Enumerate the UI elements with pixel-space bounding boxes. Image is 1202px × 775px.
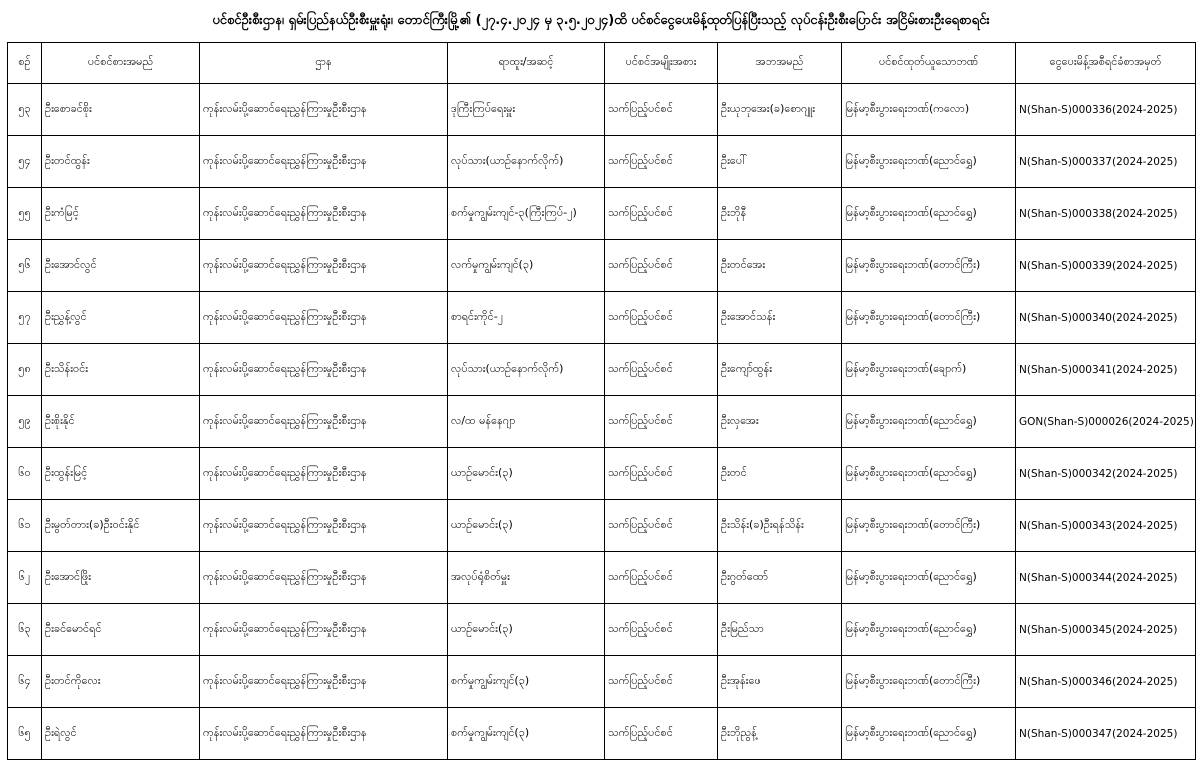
table-row (8, 136, 1196, 188)
cell-bank: မြန်မာ့စီးပွားရေးဘဏ်(တောင်ကြီး) (842, 656, 1016, 708)
cell-order-number: N(Shan-S)000347(2024-2025) (1016, 708, 1196, 760)
cell-pension-type: သက်ပြည့်ပင်စင် (605, 396, 718, 448)
cell-position: စက်မှုကျွမ်းကျင်-၃(ကြီးကြပ်-၂) (448, 188, 605, 240)
table-row (8, 656, 1196, 708)
cell-department: ကုန်းလမ်းပို့ဆောင်ရေးညွှန်ကြားမှုဦးစီးဌာန (200, 448, 448, 500)
cell-no: ၅၃ (8, 84, 42, 136)
cell-position: လုပ်သား(ယာဉ်နောက်လိုက်) (448, 344, 605, 396)
cell-pensioner-name: ဦးအောင်ဖြိုး (42, 552, 200, 604)
header-department: ဌာန (200, 43, 448, 84)
cell-department: ကုန်းလမ်းပို့ဆောင်ရေးညွှန်ကြားမှုဦးစီးဌာန (200, 708, 448, 760)
cell-bank: မြန်မာ့စီးပွားရေးဘဏ်(ညောင်ရွှေ) (842, 396, 1016, 448)
cell-father-name: ဦးဂွတ်ထော် (718, 552, 842, 604)
cell-position: လ/ထ မန်နေဂျာ (448, 396, 605, 448)
cell-pension-type: သက်ပြည့်ပင်စင် (605, 448, 718, 500)
cell-pension-type: သက်ပြည့်ပင်စင် (605, 240, 718, 292)
cell-order-number: N(Shan-S)000338(2024-2025) (1016, 188, 1196, 240)
cell-department: ကုန်းလမ်းပို့ဆောင်ရေးညွှန်ကြားမှုဦးစီးဌာန (200, 136, 448, 188)
table-row (8, 344, 1196, 396)
cell-bank: မြန်မာ့စီးပွားရေးဘဏ်(ညောင်ရွှေ) (842, 188, 1016, 240)
cell-pensioner-name: ဦးစိုးနိုင် (42, 396, 200, 448)
cell-department: ကုန်းလမ်းပို့ဆောင်ရေးညွှန်ကြားမှုဦးစီးဌာန (200, 188, 448, 240)
cell-order-number: N(Shan-S)000337(2024-2025) (1016, 136, 1196, 188)
cell-no: ၅၉ (8, 396, 42, 448)
cell-pension-type: သက်ပြည့်ပင်စင် (605, 136, 718, 188)
cell-order-number: N(Shan-S)000344(2024-2025) (1016, 552, 1196, 604)
cell-department: ကုန်းလမ်းပို့ဆောင်ရေးညွှန်ကြားမှုဦးစီးဌာန (200, 240, 448, 292)
header-father-name: အဘအမည် (718, 43, 842, 84)
cell-order-number: N(Shan-S)000341(2024-2025) (1016, 344, 1196, 396)
cell-department: ကုန်းလမ်းပို့ဆောင်ရေးညွှန်ကြားမှုဦးစီးဌာန (200, 292, 448, 344)
cell-father-name: ဦးလှအေး (718, 396, 842, 448)
cell-position: ယာဉ်မောင်း(၃) (448, 500, 605, 552)
table-row (8, 500, 1196, 552)
cell-department: ကုန်းလမ်းပို့ဆောင်ရေးညွှန်ကြားမှုဦးစီးဌာန (200, 500, 448, 552)
cell-order-number: GON(Shan-S)000026(2024-2025) (1016, 396, 1196, 448)
cell-no: ၆၅ (8, 708, 42, 760)
table-row (8, 708, 1196, 760)
cell-order-number: N(Shan-S)000342(2024-2025) (1016, 448, 1196, 500)
cell-position: လက်မှုကျွမ်းကျင်(၃) (448, 240, 605, 292)
pension-table (7, 42, 1196, 760)
cell-father-name: ဦးအုန်းဖေ (718, 656, 842, 708)
cell-position: စက်မှုကျွမ်းကျင်(၃) (448, 656, 605, 708)
header-bank: ပင်စင်ထုတ်ယူသောဘဏ် (842, 43, 1016, 84)
cell-pensioner-name: ဦးသိန်းဝင်း (42, 344, 200, 396)
cell-no: ၆၂ (8, 552, 42, 604)
cell-order-number: N(Shan-S)000336(2024-2025) (1016, 84, 1196, 136)
table-body (8, 84, 1196, 760)
cell-no: ၆၁ (8, 500, 42, 552)
cell-department: ကုန်းလမ်းပို့ဆောင်ရေးညွှန်ကြားမှုဦးစီးဌာန (200, 552, 448, 604)
cell-position: ဒုကြီးကြပ်ရေးမှူး (448, 84, 605, 136)
cell-order-number: N(Shan-S)000340(2024-2025) (1016, 292, 1196, 344)
cell-order-number: N(Shan-S)000345(2024-2025) (1016, 604, 1196, 656)
table-row (8, 188, 1196, 240)
cell-bank: မြန်မာ့စီးပွားရေးဘဏ်(ကလော) (842, 84, 1016, 136)
cell-position: ယာဉ်မောင်း(၃) (448, 604, 605, 656)
cell-pension-type: သက်ပြည့်ပင်စင် (605, 604, 718, 656)
cell-pension-type: သက်ပြည့်ပင်စင် (605, 188, 718, 240)
cell-bank: မြန်မာ့စီးပွားရေးဘဏ်(ညောင်ရွှေ) (842, 448, 1016, 500)
cell-father-name: ဦးပေါ် (718, 136, 842, 188)
cell-pension-type: သက်ပြည့်ပင်စင် (605, 84, 718, 136)
cell-bank: မြန်မာ့စီးပွားရေးဘဏ်(ညောင်ရွှေ) (842, 604, 1016, 656)
table-row (8, 240, 1196, 292)
cell-department: ကုန်းလမ်းပို့ဆောင်ရေးညွှန်ကြားမှုဦးစီးဌာန (200, 396, 448, 448)
cell-department: ကုန်းလမ်းပို့ဆောင်ရေးညွှန်ကြားမှုဦးစီးဌာန (200, 84, 448, 136)
cell-no: ၅၈ (8, 344, 42, 396)
cell-position: အလုပ်ရုံစိတ်မှူး (448, 552, 605, 604)
cell-bank: မြန်မာ့စီးပွားရေးဘဏ်(ညောင်ရွှေ) (842, 552, 1016, 604)
cell-pensioner-name: ဦးထွန်းမြင့် (42, 448, 200, 500)
table-row (8, 292, 1196, 344)
cell-order-number: N(Shan-S)000339(2024-2025) (1016, 240, 1196, 292)
header-pension-type: ပင်စင်အမျိုးအစား (605, 43, 718, 84)
cell-pensioner-name: ဦးကံမြင့် (42, 188, 200, 240)
cell-position: လုပ်သား(ယာဉ်နောက်လိုက်) (448, 136, 605, 188)
header-row (8, 43, 1196, 84)
cell-no: ၅၄ (8, 136, 42, 188)
header-pensioner-name: ပင်စင်စားအမည် (42, 43, 200, 84)
cell-pensioner-name: ဦးစောခင်စိုး (42, 84, 200, 136)
cell-pension-type: သက်ပြည့်ပင်စင် (605, 500, 718, 552)
cell-father-name: ဦးတင်အေး (718, 240, 842, 292)
cell-father-name: ဦးသိန်း(ခ)ဦးရန်သိန်း (718, 500, 842, 552)
header-order-number: ငွေပေးမိန့်အစီရင်ခံစာအမှတ် (1016, 43, 1196, 84)
table-row (8, 552, 1196, 604)
cell-no: ၆၀ (8, 448, 42, 500)
cell-pensioner-name: ဦးရဲလွင် (42, 708, 200, 760)
cell-pensioner-name: ဦးမွတ်တား(ခ)ဦးဝင်းနိုင် (42, 500, 200, 552)
cell-no: ၆၃ (8, 604, 42, 656)
cell-pension-type: သက်ပြည့်ပင်စင် (605, 552, 718, 604)
cell-pensioner-name: ဦးတင်ကိုလေး (42, 656, 200, 708)
cell-department: ကုန်းလမ်းပို့ဆောင်ရေးညွှန်ကြားမှုဦးစီးဌာန (200, 344, 448, 396)
cell-father-name: ဦးဘိုညွန့် (718, 708, 842, 760)
cell-bank: မြန်မာ့စီးပွားရေးဘဏ်(တောင်ကြီး) (842, 240, 1016, 292)
cell-no: ၅၅ (8, 188, 42, 240)
table-row (8, 84, 1196, 136)
cell-bank: မြန်မာ့စီးပွားရေးဘဏ်(ညောင်ရွှေ) (842, 136, 1016, 188)
cell-pensioner-name: ဦးတင်ထွန်း (42, 136, 200, 188)
cell-no: ၅၆ (8, 240, 42, 292)
cell-no: ၅၇ (8, 292, 42, 344)
table-header (8, 43, 1196, 84)
cell-bank: မြန်မာ့စီးပွားရေးဘဏ်(တောင်ကြီး) (842, 292, 1016, 344)
page-title: ပင်စင်ဦးစီးဌာန၊ ရှမ်းပြည်နယ်ဦးစီးမှူးရုံး၊ တောင်ကြီးမြို့၏ (၂၇.၄.၂၀၂၄ မှ ၃.၅.၂၀၂၄)ထိ ပင်စင်ငွေပေးမိန့်ထုတ်ပြန်ပြီးသည့် လုပ်ငန်းဦးစီးပြောင်း အငြိမ်းစားဦးရေစာရင်း (212, 13, 990, 28)
table-row (8, 604, 1196, 656)
cell-pensioner-name: ဦးအောင်လွင် (42, 240, 200, 292)
cell-pension-type: သက်ပြည့်ပင်စင် (605, 344, 718, 396)
cell-department: ကုန်းလမ်းပို့ဆောင်ရေးညွှန်ကြားမှုဦးစီးဌာန (200, 604, 448, 656)
cell-pensioner-name: ဦးညွှန့်လွင် (42, 292, 200, 344)
cell-department: ကုန်းလမ်းပို့ဆောင်ရေးညွှန်ကြားမှုဦးစီးဌာန (200, 656, 448, 708)
cell-order-number: N(Shan-S)000343(2024-2025) (1016, 500, 1196, 552)
cell-father-name: ဦးဘိုနီ (718, 188, 842, 240)
cell-father-name: ဦးမြည်သာ (718, 604, 842, 656)
cell-father-name: ဦးယုဘုအေး(ခ)စောဂျူး (718, 84, 842, 136)
cell-bank: မြန်မာ့စီးပွားရေးဘဏ်(ချောက်) (842, 344, 1016, 396)
cell-father-name: ဦးတင် (718, 448, 842, 500)
table-row (8, 396, 1196, 448)
table-row (8, 448, 1196, 500)
cell-pension-type: သက်ပြည့်ပင်စင် (605, 292, 718, 344)
header-no: စဉ် (8, 43, 42, 84)
cell-bank: မြန်မာ့စီးပွားရေးဘဏ်(တောင်ကြီး) (842, 500, 1016, 552)
cell-position: စာရင်းကိုင်-၂ (448, 292, 605, 344)
cell-pension-type: သက်ပြည့်ပင်စင် (605, 656, 718, 708)
cell-no: ၆၄ (8, 656, 42, 708)
cell-pensioner-name: ဦးခင်မောင်ရင် (42, 604, 200, 656)
cell-father-name: ဦးကျော်ထွန်း (718, 344, 842, 396)
cell-pension-type: သက်ပြည့်ပင်စင် (605, 708, 718, 760)
cell-bank: မြန်မာ့စီးပွားရေးဘဏ်(ညောင်ရွှေ) (842, 708, 1016, 760)
header-position: ရာထူး/အဆင့် (448, 43, 605, 84)
cell-position: စက်မှုကျွမ်းကျင်(၃) (448, 708, 605, 760)
cell-position: ယာဉ်မောင်း(၃) (448, 448, 605, 500)
cell-order-number: N(Shan-S)000346(2024-2025) (1016, 656, 1196, 708)
cell-father-name: ဦးအောင်သန်း (718, 292, 842, 344)
